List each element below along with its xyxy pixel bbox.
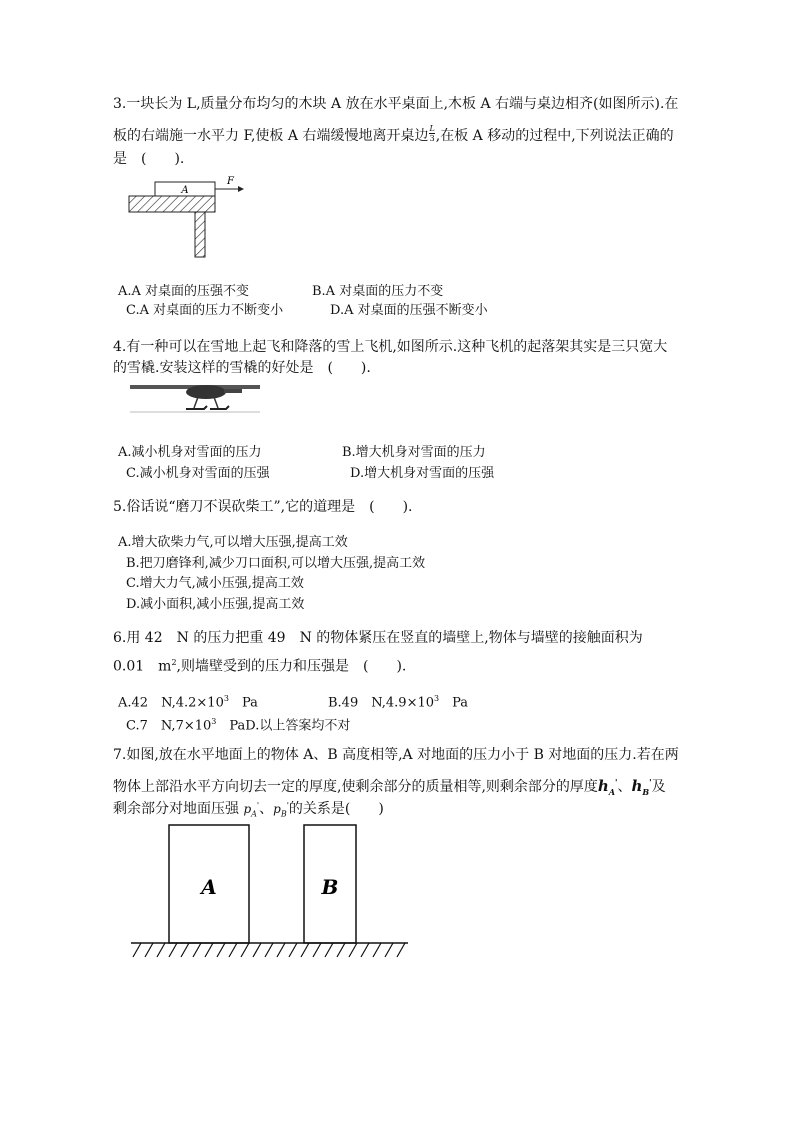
force-arrowhead [238,186,244,192]
q6-option-c [126,713,350,735]
q5-option-c: C.增大力气,减小压强,提高工效 [126,576,304,591]
q6-option-a [118,690,258,712]
plane-tail [224,389,242,393]
q6-line2-sup: 2 [171,658,177,667]
ski-right [210,406,229,409]
block-a-label: A [201,875,217,899]
ski-left [186,406,207,409]
q5-option-a: A.增大砍柴力气,可以增大压强,提高工效 [118,535,348,550]
q7-line3 [113,797,384,823]
q6-line2-b: ,则墙壁受到的压力和压强是 ( ). [176,658,407,675]
q7-h-b-prime: ' [649,777,652,787]
q7-h-b-sub: B [642,787,650,797]
q6-option-c-unit: PaD.以上答案均不对 [216,718,351,734]
q7-line3-b: 的关系是( ) [288,801,384,817]
q7-p-b-sub: B [280,809,287,819]
block-b-label: B [321,875,339,899]
q6-option-a-unit: Pa [228,695,258,711]
q7-sep-1: 、 [617,779,632,795]
q7-h-b-symbol: h [631,777,643,795]
q7-p-b-prime: ' [286,801,289,810]
q3-line1: 3.一块长为 L,质量分布均匀的木块 A 放在水平桌面上,木板 A 右端与桌边相齐(如图所示).在 [113,96,679,112]
block-a-label: A [181,185,189,196]
q7-line3-a: 剩余部分对地面压强 [113,801,239,817]
q6-option-b-text: B.49 N,4.9×10 [328,695,435,711]
q3-option-c: C.A 对桌面的压力不断变小 [126,303,284,318]
q5-option-d: D.减小面积,减小压强,提高工效 [126,597,305,612]
plane-fuselage [186,385,226,399]
q7-p-a-prime: ' [256,801,260,810]
q7-sep-2: 、 [259,801,274,817]
q3-frac-num: L [429,123,435,133]
q6-option-a-sup: 3 [223,694,229,703]
q3-line2-b: ,在板 A 移动的过程中,下列说法正确的 [435,128,674,144]
q4-line1: 4.有一种可以在雪地上起飞和降落的雪上飞机,如图所示.这种飞机的起落架其实是三只宽大 [113,339,668,355]
plane-strut-right [214,397,218,408]
q4-snow-plane-figure [128,380,263,420]
q6-line2 [113,654,406,676]
q5-line1: 5.俗话说“磨刀不误砍柴工”,它的道理是 ( ). [113,499,413,515]
q6-option-b-unit: Pa [439,695,469,711]
q3-option-b: B.A 对桌面的压力不变 [312,284,444,299]
q3-line2-a: 板的右端施一水平力 F,使板 A 右端缓慢地离开桌边 [113,128,429,144]
q7-h-a-prime: ' [615,777,618,787]
q7-p-b-symbol: p [273,802,281,816]
q6-line1: 6.用 42 N 的压力把重 49 N 的物体紧压在竖直的墙壁上,物体与墙壁的接触面积为 [113,630,643,646]
q6-option-b [328,690,468,712]
q7-h-a [598,777,618,795]
q6-option-a-text: A.42 N,4.2×10 [118,695,224,711]
table-top [129,196,215,212]
q7-p-a [243,801,260,819]
q3-fraction [429,124,434,143]
q6-line2-a: 0.01 m [113,658,172,675]
q7-h-b [631,777,651,795]
q3-option-a: A.A 对桌面的压强不变 [118,284,250,299]
ground-hatching [133,943,405,957]
q7-h-a-symbol: h [597,777,609,795]
q7-p-a-sub: A [251,809,257,819]
q7-figure [128,822,413,962]
q4-line2: 的雪橇.安装这样的雪橇的好处是 ( ). [113,360,371,376]
table-leg [195,212,205,257]
q6-option-b-sup: 3 [434,694,440,703]
q4-option-c: C.减小机身对雪面的压强 [126,466,270,481]
force-label: F [227,176,234,187]
q3-frac-den: 3 [429,133,435,143]
q6-option-c-sup: 3 [211,717,217,726]
q7-line2-a: 物体上部沿水平方向切去一定的厚度,使剩余部分的质量相等,则剩余部分的厚度 [113,779,598,795]
q7-h-a-sub: A [608,787,616,797]
q7-p-a-symbol: p [243,802,252,816]
q5-option-b: B.把刀磨锋利,减少刀口面积,可以增大压强,提高工效 [126,556,426,571]
q7-p-b [273,801,289,819]
q4-option-d: D.增大机身对雪面的压强 [350,466,495,481]
q3-line2 [113,123,674,145]
q3-figure [126,172,256,260]
q7-line2-b: 及 [651,779,666,795]
q6-option-c-text: C.7 N,7×10 [126,718,212,734]
q3-line3: 是 ( ). [113,151,185,167]
plane-strut-left [194,397,198,408]
q3-option-d: D.A 对桌面的压强不断变小 [330,303,488,318]
q4-option-a: A.减小机身对雪面的压力 [118,445,262,460]
q4-option-b: B.增大机身对雪面的压力 [342,445,486,460]
q7-line1: 7.如图,放在水平地面上的物体 A、B 高度相等,A 对地面的压力小于 B 对地面的压力.若在两 [113,747,679,763]
